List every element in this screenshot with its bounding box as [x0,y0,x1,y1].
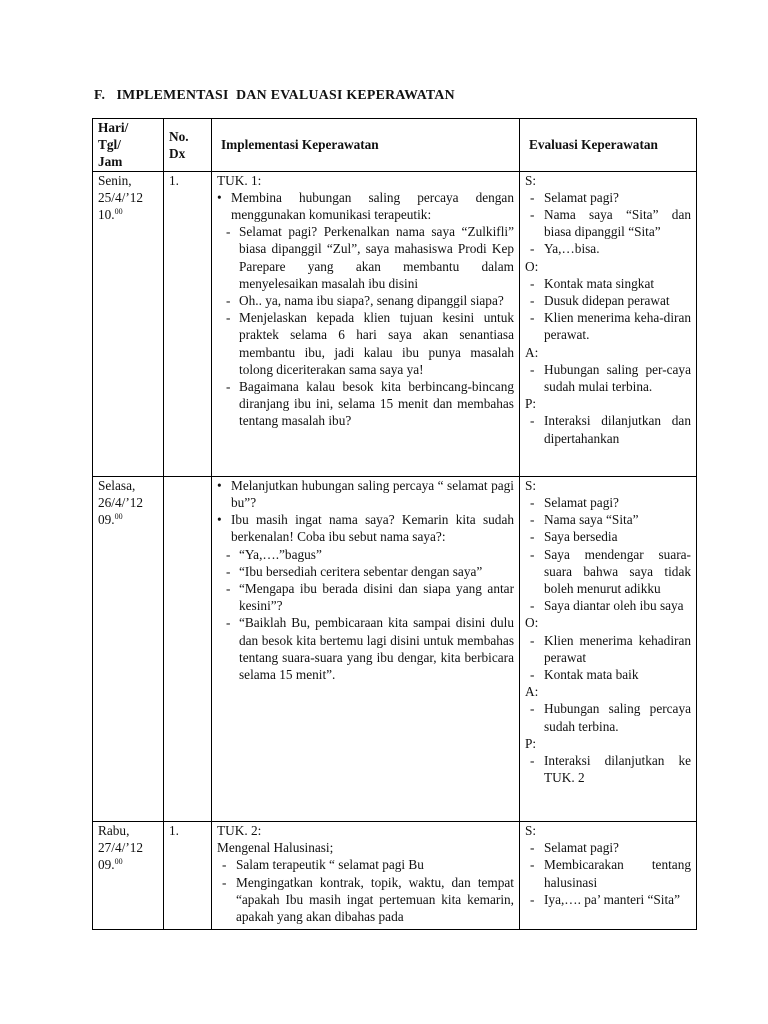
table-row [93,821,697,929]
header-implementation: Implementasi Keperawatan [212,119,520,172]
list-item: - Interaksi dilanjutkan dan dipertahankan [530,413,691,446]
list-item: - Selamat pagi? [530,840,619,856]
list-item: - “Ibu bersediah ceritera sebentar dengan saya” [226,563,483,579]
list-item: - Nama saya “Sita” dan biasa dipanggil “Sita” [530,207,691,240]
list-item: - Bagaimana kalau besok kita berbincang-bincang diranjang ibu ini, selama 15 menit dan membahas tentang masalah ibu? [226,379,514,429]
list-item: - Iya,…. pa’ manteri “Sita” [530,891,680,907]
list-item: - “Ya,….”bagus” [226,546,322,562]
list-item: - Selamat pagi? Perkenalkan nama saya “Zulkifli” biasa dipanggil “Zul”, saya mahasiswa Prodi Kep Parepare yang akan membantu dalam menyelesaikan masalah ibu disini [226,224,514,291]
list-item: - Mengingatkan kontrak, topik, waktu, dan tempat “apakah Ibu masih ingat pertemuan kita kemarin, apakah yang akan dibahas pada [222,874,514,924]
implementation-evaluation-table [92,118,697,930]
dash-icon: - [226,310,231,326]
list-item: - Membicarakan tentang halusinasi [530,857,691,890]
list-item: - Kontak mata singkat [530,275,655,291]
day-cell: Rabu, 27/4/’12 09.00 [93,821,164,929]
evaluation-cell: S: - Selamat pagi? - Nama saya “Sita” dan biasa dipanggil “Sita” - Ya,…bisa. O: - Kontak mata singkat - Dusuk didepan perawat - Klien menerima keha-diran perawat. A: - Hubungan saling per-caya sudah mulai terbina. P: - Interaksi dilanjutkan dan dipertahankan [520,171,697,476]
header-day: Hari/ Tgl/ Jam [93,119,164,172]
list-item: - Interaksi dilanjutkan ke TUK. 2 [530,753,691,786]
dash-icon: - [226,224,231,240]
dx-cell [164,476,212,821]
day-cell: Senin, 25/4/’12 10.00 [93,171,164,476]
implementation-cell: TUK. 1: • Membina hubungan saling percaya dengan menggunakan komunikasi terapeutik: - Selamat pagi? Perkenalkan nama saya “Zulkifli” biasa dipanggil “Zul”, saya mahasiswa Prodi Kep Parepare yang akan membantu dalam menyelesaikan masalah ibu disini - Oh.. ya, nama ibu siapa?, senang dipanggil siapa? - Menjelaskan kepada klien tujuan kesini untuk praktek selama 6 hari saya akan senantiasa membantu ibu, jadi kalau ibu punya masalah tolong diceriterakan sama saya ya! - Bagaimana kalau besok kita berbincang-bincang diranjang ibu ini, selama 15 menit dan membahas tentang masalah ibu? [212,171,520,476]
list-item: • Membina hubungan saling percaya dengan menggunakan komunikasi terapeutik: [217,189,514,223]
list-item: - Saya mendengar suara-suara bahwa saya tidak boleh menurut adikku [530,546,691,596]
header-dx: No. Dx [164,119,212,172]
dash-icon: - [222,857,227,873]
dash-icon: - [226,615,231,631]
dash-icon: - [226,379,231,395]
day-cell: Selasa, 26/4/’12 09.00 [93,476,164,821]
list-item: - “Mengapa ibu berada disini dan siapa yang antar kesini”? [226,580,514,614]
dx-cell: 1. [164,821,212,929]
list-item: - Hubungan saling per-caya sudah mulai terbina. [530,361,691,395]
list-item: - Selamat pagi? [530,494,619,510]
table-row [93,476,697,821]
implementation-cell: TUK. 2: Mengenal Halusinasi; - Salam terapeutik “ selamat pagi Bu - Mengingatkan kontrak, topik, waktu, dan tempat “apakah Ibu masih ingat pertemuan kita kemarin, apakah yang akan dibahas pada [212,821,520,929]
list-item: - Klien menerima kehadiran perawat [530,632,691,665]
list-item: - Kontak mata baik [530,667,639,682]
dx-cell: 1. [164,171,212,476]
list-item: - Saya bersedia [530,529,618,545]
list-item: - Selamat pagi? [530,189,619,205]
section-title: F. IMPLEMENTASI DAN EVALUASI KEPERAWATAN [94,87,455,102]
dash-icon: - [222,874,227,890]
list-item: - Dusuk didepan perawat [530,293,670,309]
list-item: - Saya diantar oleh ibu saya [530,598,684,614]
dash-icon: - [226,546,231,562]
dash-icon: - [226,580,231,596]
list-item: - Salam terapeutik “ selamat pagi Bu [222,857,424,873]
header-evaluation: Evaluasi Keperawatan [520,119,697,172]
bullet-icon: • [217,477,222,493]
evaluation-cell: S: - Selamat pagi? - Membicarakan tentang halusinasi - Iya,…. pa’ manteri “Sita” [520,821,697,929]
list-item: - Ya,…bisa. [530,241,600,257]
table-header-row [93,119,697,172]
implementation-cell [212,476,520,821]
list-item: • Ibu masih ingat nama saya? Kemarin kita sudah berkenalan! Coba ibu sebut nama saya?: [217,512,514,545]
bullet-icon: • [217,189,222,205]
table-row [93,171,697,476]
list-item: - Klien menerima keha-diran perawat. [530,310,691,343]
dash-icon: - [226,293,231,309]
list-item: • Melanjutkan hubungan saling percaya “ selamat pagi bu”? [217,477,514,510]
list-item: - “Baiklah Bu, pembicaraan kita sampai disini dulu dan besok kita bertemu lagi disini untuk membahas tentang suara-suara yang ibu dengar, kita berbicara selama 15 menit”. [226,615,514,682]
list-item: - Nama saya “Sita” [530,512,639,528]
list-item: - Menjelaskan kepada klien tujuan kesini untuk praktek selama 6 hari saya akan senantiasa membantu ibu, jadi kalau ibu punya masalah tolong diceriterakan sama saya ya! [226,310,514,377]
evaluation-cell: S: - Selamat pagi? - Nama saya “Sita” - Saya bersedia - Saya mendengar suara-suara bahwa saya tidak boleh menurut adikku - Saya diantar oleh ibu saya O: - Klien menerima kehadiran perawat - Kontak mata baik A: - Hubungan saling percaya sudah terbina. P: - Interaksi dilanjutkan ke TUK. 2 [520,476,697,821]
bullet-icon: • [217,512,222,528]
list-item: - Oh.. ya, nama ibu siapa?, senang dipanggil siapa? [226,293,504,309]
list-item: - Hubungan saling percaya sudah terbina. [530,701,691,734]
dash-icon: - [226,563,231,579]
